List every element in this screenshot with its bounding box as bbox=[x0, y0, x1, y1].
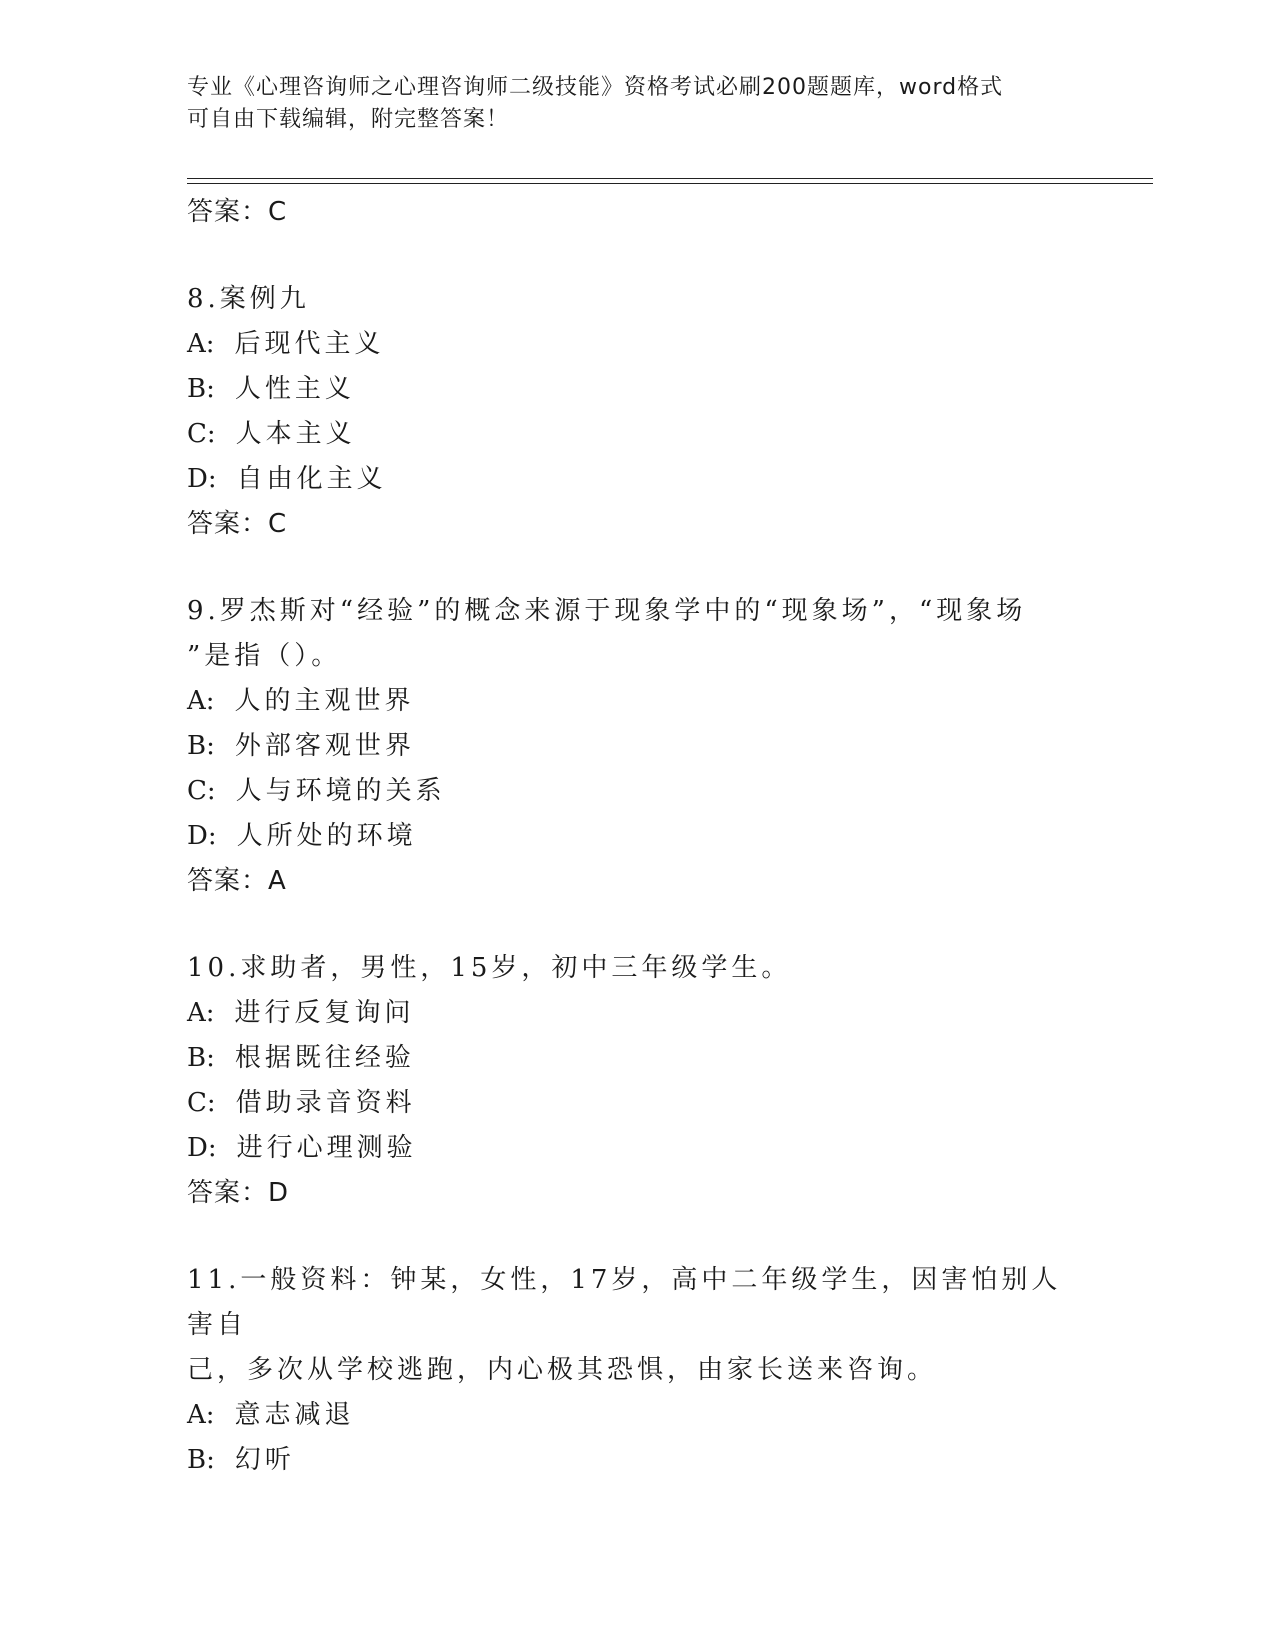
header-divider-thin bbox=[187, 183, 1153, 184]
option-text: 后现代主义 bbox=[234, 329, 385, 359]
option-b bbox=[187, 1036, 1087, 1081]
option-text: 意志减退 bbox=[234, 1400, 355, 1430]
option-key: D: bbox=[187, 821, 217, 851]
option-d bbox=[187, 457, 1087, 502]
option-key: A: bbox=[187, 1400, 215, 1430]
question-item bbox=[187, 277, 1087, 546]
option-text: 自由化主义 bbox=[236, 464, 387, 494]
question-item bbox=[187, 1258, 1087, 1483]
option-text: 根据既往经验 bbox=[234, 1043, 415, 1073]
option-c bbox=[187, 769, 1087, 814]
option-key: A: bbox=[187, 686, 215, 716]
option-a bbox=[187, 1393, 1087, 1438]
option-a bbox=[187, 679, 1087, 724]
question-item bbox=[187, 589, 1087, 903]
page-header bbox=[187, 72, 1087, 136]
question-list bbox=[187, 190, 1087, 1483]
option-text: 进行心理测验 bbox=[236, 1133, 417, 1163]
option-text: 人所处的环境 bbox=[236, 821, 417, 851]
option-key: C: bbox=[187, 1088, 216, 1118]
option-key: A: bbox=[187, 998, 215, 1028]
option-key: A: bbox=[187, 329, 215, 359]
option-text: 幻听 bbox=[234, 1445, 295, 1475]
question-stem-line-1: 9.罗杰斯对“经验”的概念来源于现象学中的“现象场”，“现象场 bbox=[187, 596, 1027, 626]
option-text: 人的主观世界 bbox=[234, 686, 415, 716]
answer-line: 答案：D bbox=[187, 1178, 290, 1208]
option-key: C: bbox=[187, 776, 216, 806]
question-stem-line-2: ”是指（）。 bbox=[187, 641, 342, 671]
option-key: B: bbox=[187, 374, 215, 404]
option-key: B: bbox=[187, 1445, 215, 1475]
option-text: 进行反复询问 bbox=[234, 998, 415, 1028]
question-stem bbox=[187, 589, 1087, 679]
option-c bbox=[187, 412, 1087, 457]
question-stem-line-1: 11.一般资料：钟某，女性，17岁，高中二年级学生，因害怕别人害自 bbox=[187, 1265, 1062, 1340]
answer-line: 答案：C bbox=[187, 509, 288, 539]
option-c bbox=[187, 1081, 1087, 1126]
option-key: D: bbox=[187, 464, 217, 494]
option-text: 借助录音资料 bbox=[235, 1088, 416, 1118]
question-stem bbox=[187, 1258, 1087, 1393]
option-key: B: bbox=[187, 1043, 215, 1073]
answer-line: 答案：A bbox=[187, 866, 287, 896]
option-text: 外部客观世界 bbox=[234, 731, 415, 761]
header-divider bbox=[187, 178, 1153, 179]
option-text: 人性主义 bbox=[234, 374, 355, 404]
option-b bbox=[187, 1438, 1087, 1483]
option-a bbox=[187, 322, 1087, 367]
header-text-line-1: 专业《心理咨询师之心理咨询师二级技能》资格考试必刷200题题库，word格式 bbox=[187, 75, 1004, 100]
option-key: C: bbox=[187, 419, 216, 449]
option-a bbox=[187, 991, 1087, 1036]
question-stem: 8.案例九 bbox=[187, 284, 310, 314]
answer-line: 答案：C bbox=[187, 197, 288, 227]
question-item bbox=[187, 946, 1087, 1215]
option-text: 人与环境的关系 bbox=[235, 776, 446, 806]
header-text-line-2: 可自由下载编辑，附完整答案！ bbox=[187, 107, 510, 132]
option-text: 人本主义 bbox=[235, 419, 356, 449]
option-key: B: bbox=[187, 731, 215, 761]
option-d bbox=[187, 1126, 1087, 1171]
option-key: D: bbox=[187, 1133, 217, 1163]
question-stem-line-2: 己，多次从学校逃跑，内心极其恐惧，由家长送来咨询。 bbox=[187, 1355, 938, 1385]
option-b bbox=[187, 367, 1087, 412]
option-d bbox=[187, 814, 1087, 859]
question-stem: 10.求助者，男性，15岁，初中三年级学生。 bbox=[187, 953, 792, 983]
option-b bbox=[187, 724, 1087, 769]
